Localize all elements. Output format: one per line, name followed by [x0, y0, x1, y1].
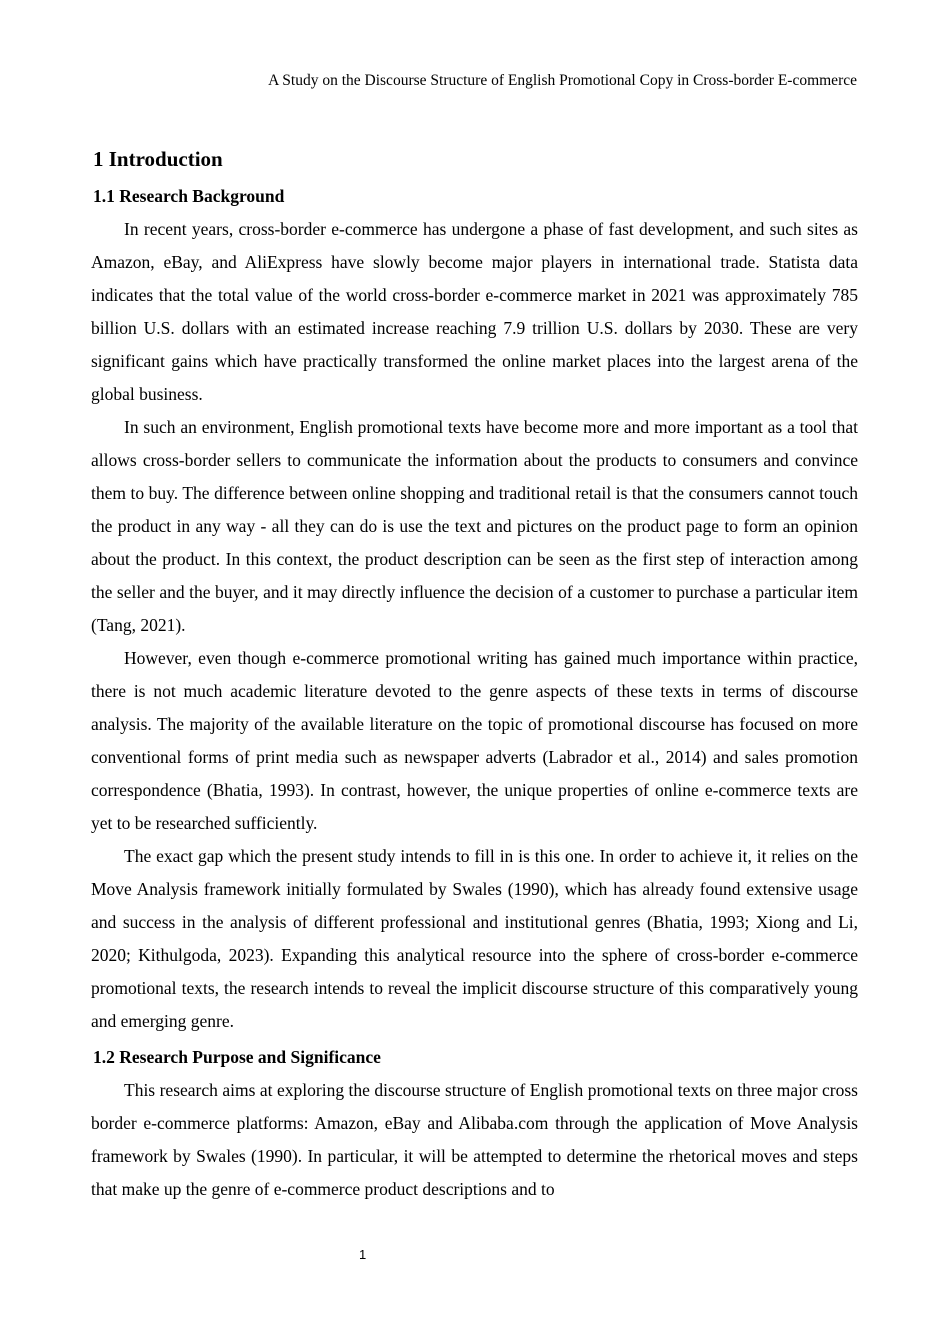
- subsection-heading-research-purpose: 1.2 Research Purpose and Significance: [93, 1047, 381, 1067]
- body-paragraph: In such an environment, English promotional texts have become more and more important as a tool that allows cross-border sellers to communicate the information about the products to consumers and convince them to buy. The difference between online shopping and traditional retail is that the consumers cannot touch the product in any way - all they can do is use the text and pictures on the product page to form an opinion about the product. In this context, the product description can be seen as the first step of interaction among the seller and the buyer, and it may directly influence the decision of a customer to purchase a particular item (Tang, 2021).: [91, 417, 858, 635]
- body-paragraph: The exact gap which the present study intends to fill in is this one. In order to achieve it, it relies on the Move Analysis framework initially formulated by Swales (1990), which has already found extensive usage and success in the analysis of different professional and institutional genres (Bhatia, 1993; Xiong and Li, 2020; Kithulgoda, 2023). Expanding this analytical resource into the sphere of cross-border e-commerce promotional texts, the research intends to reveal the implicit discourse structure of this comparatively young and emerging genre.: [91, 846, 858, 1031]
- body-paragraph: This research aims at exploring the discourse structure of English promotional texts on three major cross border e-commerce platforms: Amazon, eBay and Alibaba.com through the application of Move Analysis framework by Swales (1990). In particular, it will be attempted to determine the rhetorical moves and steps that make up the genre of e-commerce product descriptions and to: [91, 1080, 858, 1199]
- running-header: A Study on the Discourse Structure of English Promotional Copy in Cross-border E-commerce: [268, 72, 857, 89]
- body-paragraph: However, even though e-commerce promotional writing has gained much importance within practice, there is not much academic literature devoted to the genre aspects of these texts in terms of discourse analysis. The majority of the available literature on the topic of promotional discourse has focused on more conventional forms of print media such as newspaper adverts (Labrador et al., 2014) and sales promotion correspondence (Bhatia, 1993). In contrast, however, the unique properties of online e-commerce texts are yet to be researched sufficiently.: [91, 648, 858, 833]
- document-body: [91, 143, 858, 1206]
- section-heading-introduction: 1 Introduction: [93, 147, 223, 171]
- body-paragraph: In recent years, cross-border e-commerce has undergone a phase of fast development, and such sites as Amazon, eBay, and AliExpress have slowly become major players in international trade. Statista data indicates that the total value of the world cross-border e-commerce market in 2021 was approximately 785 billion U.S. dollars with an estimated increase reaching 7.9 trillion U.S. dollars by 2030. These are very significant gains which have practically transformed the online market places into the largest arena of the global business.: [91, 219, 858, 404]
- subsection-heading-research-background: 1.1 Research Background: [93, 186, 285, 206]
- page-number: 1: [359, 1247, 367, 1262]
